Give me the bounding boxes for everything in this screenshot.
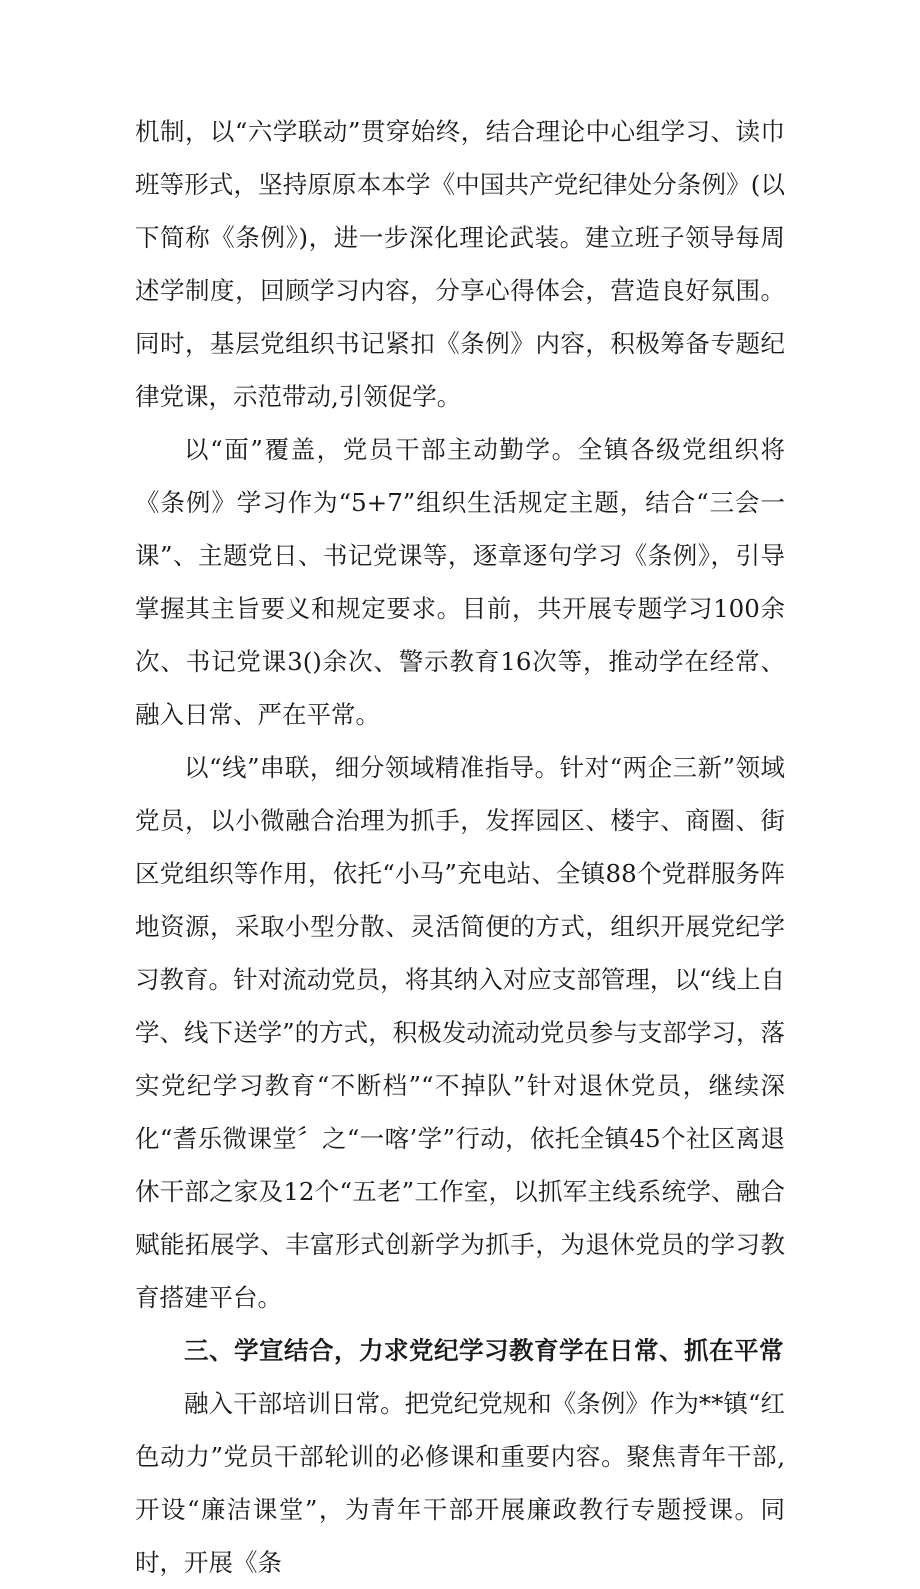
paragraph-line-connection: 以“线”串联，细分领域精准指导。针对“两企三新”领域党员，以小微融合治理为抓手，发挥园区、楼宇、商圈、街区党组织等作用，依托“小马”充电站、全镇88个党群服务阵地资源，采取小型分散、灵活简便的方式，组织开展党纪学习教育。针对流动党员，将其纳入对应支部管理，以“线上自学、线下送学”的方式，积极发动流动党员参与支部学习，落实党纪学习教育“不断档”“不掉队”针对退休党员，继续深化“耆乐微课堂〞之“一喀’学”行动，依托全镇45个社区离退休干部之家及12个“五老”工作室，以抓军主线系统学、融合赋能拓展学、丰富形式创新学为抓手，为退休党员的学习教育搭建平台。: [135, 753, 785, 1312]
document-page: [135, 105, 785, 1589]
paragraph-cadre-training: 融入干部培训日常。把党纪党规和《条例》作为**镇“红色动力”党员干部轮训的必修课和重要内容。聚焦青年干部,开设“廉洁课堂”，为青年干部开展廉政教行专题授课。同时，开展《条: [135, 1389, 785, 1577]
section-heading-three: 三、学宣结合，力求党纪学习教育学在日常、抓在平常: [184, 1336, 784, 1365]
paragraph-surface-coverage: 以“面”覆盖，党员干部主动勤学。全镇各级党组织将《条例》学习作为“5+7”组织生活规定主题，结合“三会一课”、主题党日、书记党课等，逐章逐句学习《条例》，引导掌握其主旨要义和规定要求。目前，共开展专题学习100余次、书记党课3()余次、警示教育16次等，推动学在经常、融入日常、严在平常。: [135, 435, 785, 729]
paragraph-study-mechanism: 机制，以“六学联动”贯穿始终，结合理论中心组学习、读巾班等形式，坚持原原本本学《中国共产党纪律处分条例》(以下简称《条例》)，进一步深化理论武装。建立班子领导每周述学制度，回顾学习内容，分享心得体会，营造良好氛围。同时，基层党组织书记紧扣《条例》内容，积极筹备专题纪律党课，示范带动,引领促学。: [135, 117, 785, 411]
